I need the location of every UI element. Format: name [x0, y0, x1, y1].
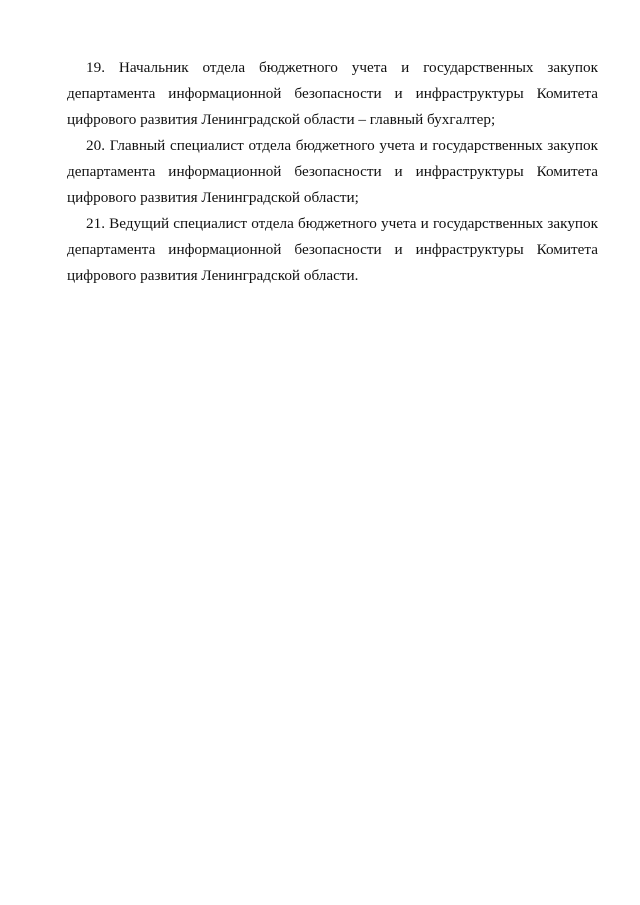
item-text: Ведущий специалист отдела бюджетного учета и государственных закупок департамента информационной безопасности и инфраструктуры Комитета цифрового развития Ленинградской области. [67, 215, 599, 284]
item-text: Начальник отдела бюджетного учета и государственных закупок департамента информационной безопасности и инфраструктуры Комитета цифрового развития Ленинградской области – главный бухгалтер; [67, 59, 598, 128]
list-item [67, 211, 598, 289]
list-item [67, 55, 598, 133]
item-text: Главный специалист отдела бюджетного учета и государственных закупок департамента информационной безопасности и инфраструктуры Комитета цифрового развития Ленинградской области; [67, 137, 599, 206]
document-body [67, 55, 598, 289]
list-item [67, 133, 598, 211]
item-number: 19. [86, 59, 105, 76]
item-number: 20. [86, 137, 105, 154]
item-number: 21. [86, 215, 105, 232]
